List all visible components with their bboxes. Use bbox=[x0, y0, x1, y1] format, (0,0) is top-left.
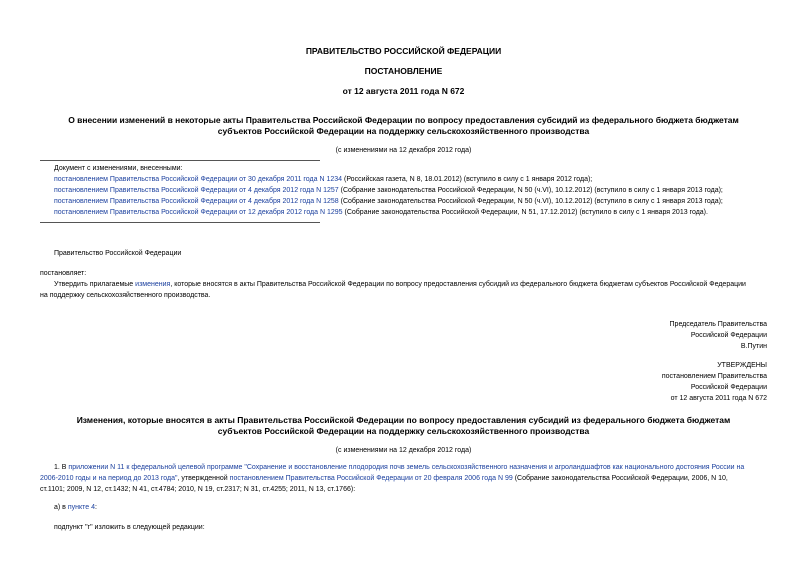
subclause-g-text: подпункт "г" изложить в следующей редакции: bbox=[54, 524, 205, 531]
amendments-intro: Документ с изменениями, внесенными: bbox=[54, 165, 183, 172]
revision-note: (с изменениями на 12 декабря 2012 года) bbox=[335, 147, 472, 154]
approve-paragraph: Утвердить прилагаемые изменения, которые вносятся в акты Правительства Российской Федерации по вопросу предоставления субсидий из федерального бюджета бюджетам субъектов Российской Федерации bbox=[54, 281, 746, 288]
item1-line3: ст.1101; 2009, N 12, ст.1432; N 41, ст.4784; 2010, N 19, ст.2317; N 31, ст.4255; 2011, N 13, ст.1766): bbox=[40, 486, 356, 493]
amendment-link[interactable]: постановлением Правительства Российской Федерации от 30 декабря 2011 года N 1234 bbox=[54, 176, 343, 183]
item1-line1: 1. В приложении N 11 к федеральной целевой программе "Сохранение и восстановление плодородия почв земель сельскохозяйственного назначения и агроландшафтов как национального достояния России на bbox=[54, 464, 745, 471]
amendment-link[interactable]: постановлением Правительства Российской Федерации от 4 декабря 2012 года N 1258 bbox=[54, 198, 339, 205]
amendment-item bbox=[54, 198, 723, 205]
amendment-item bbox=[54, 176, 592, 183]
government-line: Правительство Российской Федерации bbox=[54, 250, 182, 257]
approved-title: УТВЕРЖДЕНЫ bbox=[717, 362, 767, 369]
approved-line3: от 12 августа 2011 года N 672 bbox=[670, 395, 767, 402]
program-period-link[interactable]: 2006-2010 годы и на период до 2013 года" bbox=[40, 475, 178, 482]
amendment-link[interactable]: постановлением Правительства Российской Федерации от 4 декабря 2012 года N 1257 bbox=[54, 187, 339, 194]
amendment-source: (Российская газета, N 8, 18.01.2012) (вступило в силу с 1 января 2012 года); bbox=[342, 176, 593, 183]
date-number: от 12 августа 2011 года N 672 bbox=[342, 86, 465, 96]
changes-revision-note: (с изменениями на 12 декабря 2012 года) bbox=[335, 447, 472, 454]
amendment-source: (Собрание законодательства Российской Федерации, N 50 (ч.VI), 10.12.2012) (вступило в силу с 1 января 2013 года); bbox=[338, 187, 723, 194]
government-heading: ПРАВИТЕЛЬСТВО РОССИЙСКОЙ ФЕДЕРАЦИИ bbox=[305, 46, 502, 56]
amendment-item bbox=[54, 187, 723, 194]
clause-4-link[interactable]: пункте 4 bbox=[67, 504, 95, 511]
signature-position-line2: Российской Федерации bbox=[690, 332, 767, 339]
divider-top bbox=[40, 160, 320, 161]
document-title-line1: О внесении изменений в некоторые акты Правительства Российской Федерации по вопросу предоставления субсидий из федерального бюджета бюджетам bbox=[68, 115, 739, 125]
amendment-link[interactable]: постановлением Правительства Российской Федерации от 12 декабря 2012 года N 1295 bbox=[54, 209, 343, 216]
approved-line2: Российской Федерации bbox=[690, 384, 767, 391]
decrees-text: постановляет: bbox=[40, 270, 87, 277]
program-appendix-link[interactable]: приложении N 11 к федеральной целевой программе "Сохранение и восстановление плодородия почв земель сельскохозяйственного назначения и агроландшафтов как национального достояния России на bbox=[68, 464, 745, 471]
amendment-item bbox=[54, 209, 708, 216]
approved-line1: постановлением Правительства bbox=[661, 373, 767, 380]
changes-title-line1: Изменения, которые вносятся в акты Правительства Российской Федерации по вопросу предоставления субсидий из федерального бюджета бюджетам bbox=[76, 415, 731, 425]
signature-name: В.Путин bbox=[740, 343, 767, 350]
changes-title-line2: субъектов Российской Федерации на поддержку сельскохозяйственного производства bbox=[217, 426, 590, 436]
subitem-a: а) в пункте 4: bbox=[54, 504, 97, 511]
divider-bottom bbox=[40, 222, 320, 223]
decree-99-link[interactable]: постановлением Правительства Российской Федерации от 20 февраля 2006 года N 99 bbox=[229, 475, 513, 482]
signature-position-line1: Председатель Правительства bbox=[669, 321, 767, 328]
amendment-source: (Собрание законодательства Российской Федерации, N 51, 17.12.2012) (вступило в силу с 1 января 2013 года). bbox=[342, 209, 708, 216]
approve-paragraph-line2: на поддержку сельскохозяйственного производства. bbox=[40, 292, 211, 299]
amendment-source: (Собрание законодательства Российской Федерации, N 50 (ч.VI), 10.12.2012) (вступило в силу с 1 января 2013 года); bbox=[338, 198, 723, 205]
doc-type-heading: ПОСТАНОВЛЕНИЕ bbox=[364, 66, 443, 76]
item1-line2: 2006-2010 годы и на период до 2013 года", утвержденной постановлением Правительства Российской Федерации от 20 февраля 2006 года N 99 (Собрание законодательства Российской Федерации, 2006, N 10, bbox=[40, 475, 728, 482]
changes-link[interactable]: изменения bbox=[135, 281, 171, 288]
document-title-line2: субъектов Российской Федерации на поддержку сельскохозяйственного производства bbox=[217, 126, 590, 136]
